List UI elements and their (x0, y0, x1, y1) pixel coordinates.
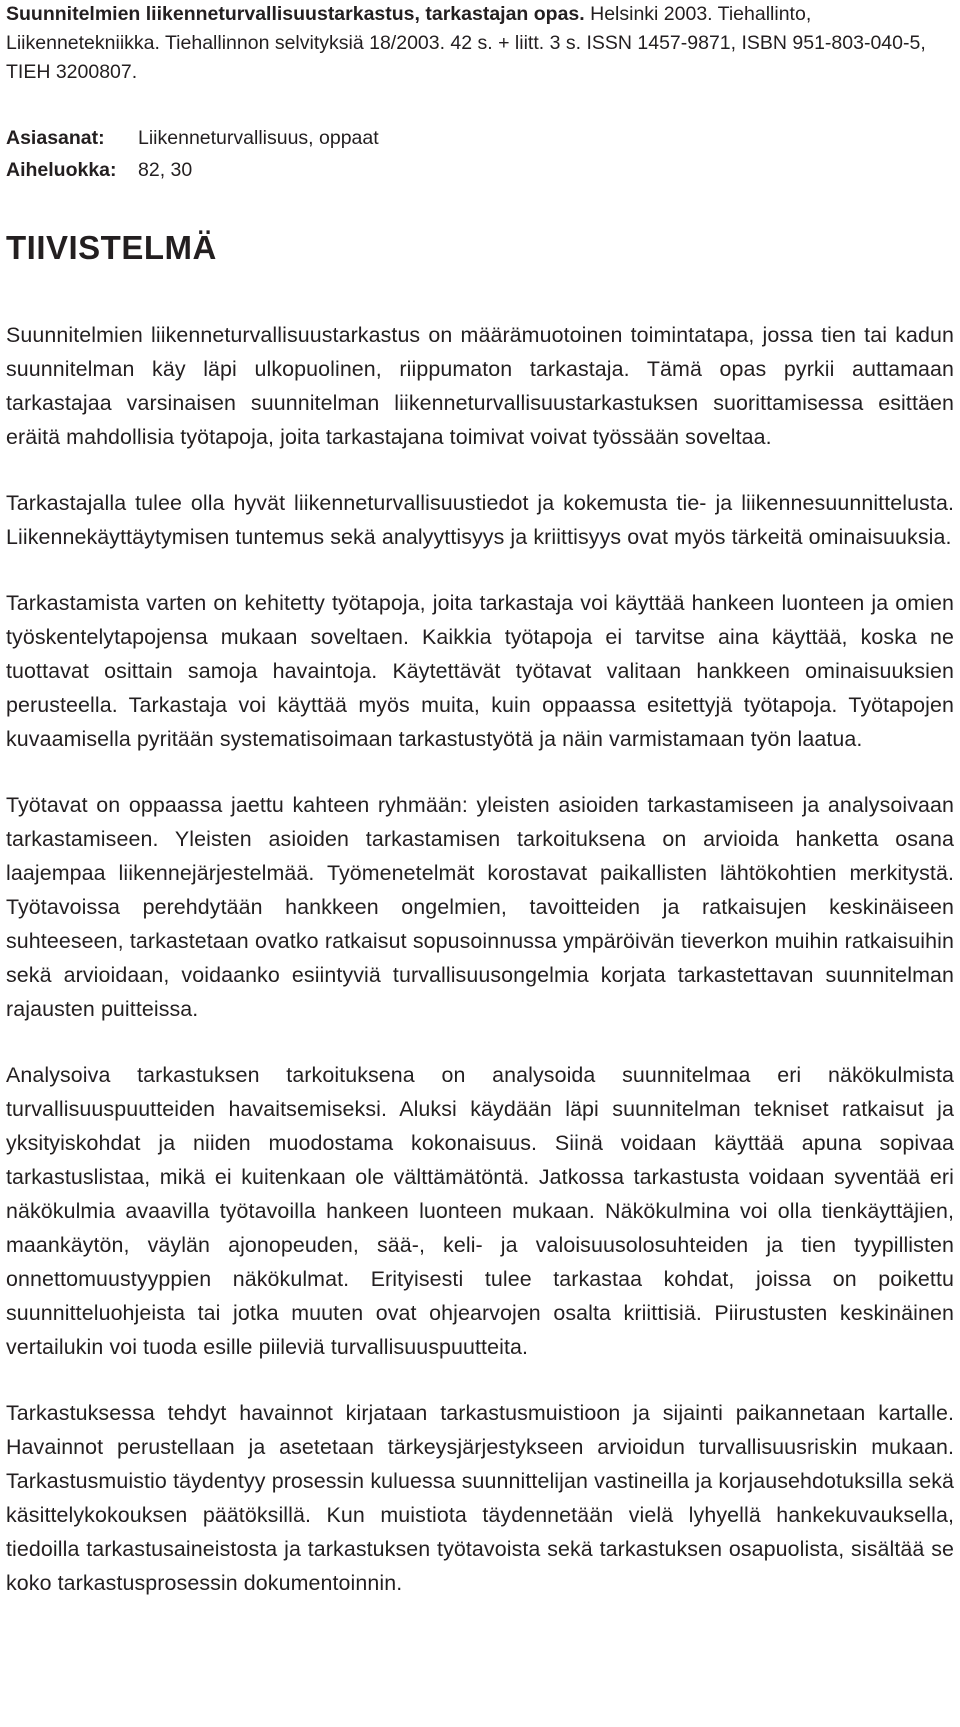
category-value: 82, 30 (138, 159, 193, 181)
abstract-body (6, 318, 954, 1600)
citation-details: Helsinki 2003. Tiehallinto, Liikennetekniikka. Tiehallinnon selvityksiä 18/2003. 42 s. + liitt. 3 s. ISSN 1457-9871, ISBN 951-803-040-5, TIEH 3200807. (6, 3, 926, 83)
abstract-paragraph-2: Tarkastajalla tulee olla hyvät liikenneturvallisuustiedot ja kokemusta tie- ja liikennesuunnittelusta. Liikennekäyttäytymisen tuntemus sekä analyyttisyys ja kriittisyys ovat myös tärkeitä ominaisuuksia. (6, 491, 954, 549)
bibliographic-citation (6, 0, 954, 87)
keywords-label: Asiasanat: (6, 127, 105, 149)
keywords-row (6, 122, 954, 154)
keywords-value: Liikenneturvallisuus, oppaat (138, 127, 379, 149)
abstract-paragraph-4: Työtavat on oppaassa jaettu kahteen ryhmään: yleisten asioiden tarkastamiseen ja analysoivaan tarkastamiseen. Yleisten asioiden tarkastamisen tarkoituksena on arvioida hanketta osana laajempaa liikennejärjestelmää. Työmenetelmät korostavat paikallisten lähtökohtien merkitystä. Työtavoissa perehdytään hankkeen ongelmien, tavoitteiden ja ratkaisujen keskinäiseen suhteeseen, tarkastetaan ovatko ratkaisut sopusoinnussa ympäröivän tieverkon muihin ratkaisuihin sekä arvioidaan, voidaanko esiintyviä turvallisuusongelmia korjata tarkastettavan suunnitelman rajausten puitteissa. (6, 793, 954, 1021)
category-row (6, 154, 954, 186)
citation-title: Suunnitelmien liikenneturvallisuustarkastus, tarkastajan opas. (6, 3, 585, 25)
category-label: Aiheluokka: (6, 159, 117, 181)
document-page (6, 0, 954, 1632)
abstract-heading: TIIVISTELMÄ (6, 229, 217, 266)
metadata-block (6, 122, 954, 186)
abstract-paragraph-5: Analysoiva tarkastuksen tarkoituksena on analysoida suunnitelmaa eri näkökulmista turvallisuuspuutteiden havaitsemiseksi. Aluksi käydään läpi suunnitelman tekniset ratkaisut ja yksityiskohdat ja niiden muodostama kokonaisuus. Siinä voidaan käyttää apuna sopivaa tarkastuslistaa, mikä ei kuitenkaan ole välttämätöntä. Jatkossa tarkastusta voidaan syventää eri näkökulmia avaavilla työtavoilla hankeen luonteen mukaan. Näkökulmina voi olla tienkäyttäjien, maankäytön, väylän ajonopeuden, sää-, keli- ja valoisuusolosuhteiden ja tien tyypillisten onnettomuustyyppien näkökulmat. Erityisesti tulee tarkastaa kohdat, joissa on poikettu suunnitteluohjeista tai jotka muuten ovat ohjearvojen osalta kriittisiä. Piirustusten keskinäinen vertailukin voi tuoda esille piileviä turvallisuuspuutteita. (6, 1063, 954, 1359)
abstract-paragraph-3: Tarkastamista varten on kehitetty työtapoja, joita tarkastaja voi käyttää hankeen luonteen ja omien työskentelytapojensa mukaan soveltaen. Kaikkia työtapoja ei tarvitse aina käyttää, koska ne tuottavat osittain samoja havaintoja. Käytettävät työtavat valitaan hankkeen ominaisuuksien perusteella. Tarkastaja voi käyttää myös muita, kuin oppaassa esitettyjä työtapoja. Työtapojen kuvaamisella pyritään systematisoimaan tarkastustyötä ja näin varmistamaan työn laatua. (6, 591, 954, 751)
abstract-paragraph-1: Suunnitelmien liikenneturvallisuustarkastus on määrämuotoinen toimintatapa, jossa tien tai kadun suunnitelman käy läpi ulkopuolinen, riippumaton tarkastaja. Tämä opas pyrkii auttamaan tarkastajaa varsinaisen suunnitelman liikenneturvallisuustarkastuksen suorittamisessa esittäen eräitä mahdollisia työtapoja, joita tarkastajana toimivat voivat työssään soveltaa. (6, 323, 954, 449)
abstract-paragraph-6: Tarkastuksessa tehdyt havainnot kirjataan tarkastusmuistioon ja sijainti paikannetaan kartalle. Havainnot perustellaan ja asetetaan tärkeysjärjestykseen arvioidun turvallisuusriskin mukaan. Tarkastusmuistio täydentyy prosessin kuluessa suunnittelijan vastineilla ja korjausehdotuksilla sekä käsittelykokouksen päätöksillä. Kun muistiota täydennetään vielä lyhyellä hankekuvauksella, tiedoilla tarkastusaineistosta ja tarkastuksen työtavoista sekä tarkastuksen osapuolista, sisältää se koko tarkastusprosessin dokumentoinnin. (6, 1401, 954, 1595)
